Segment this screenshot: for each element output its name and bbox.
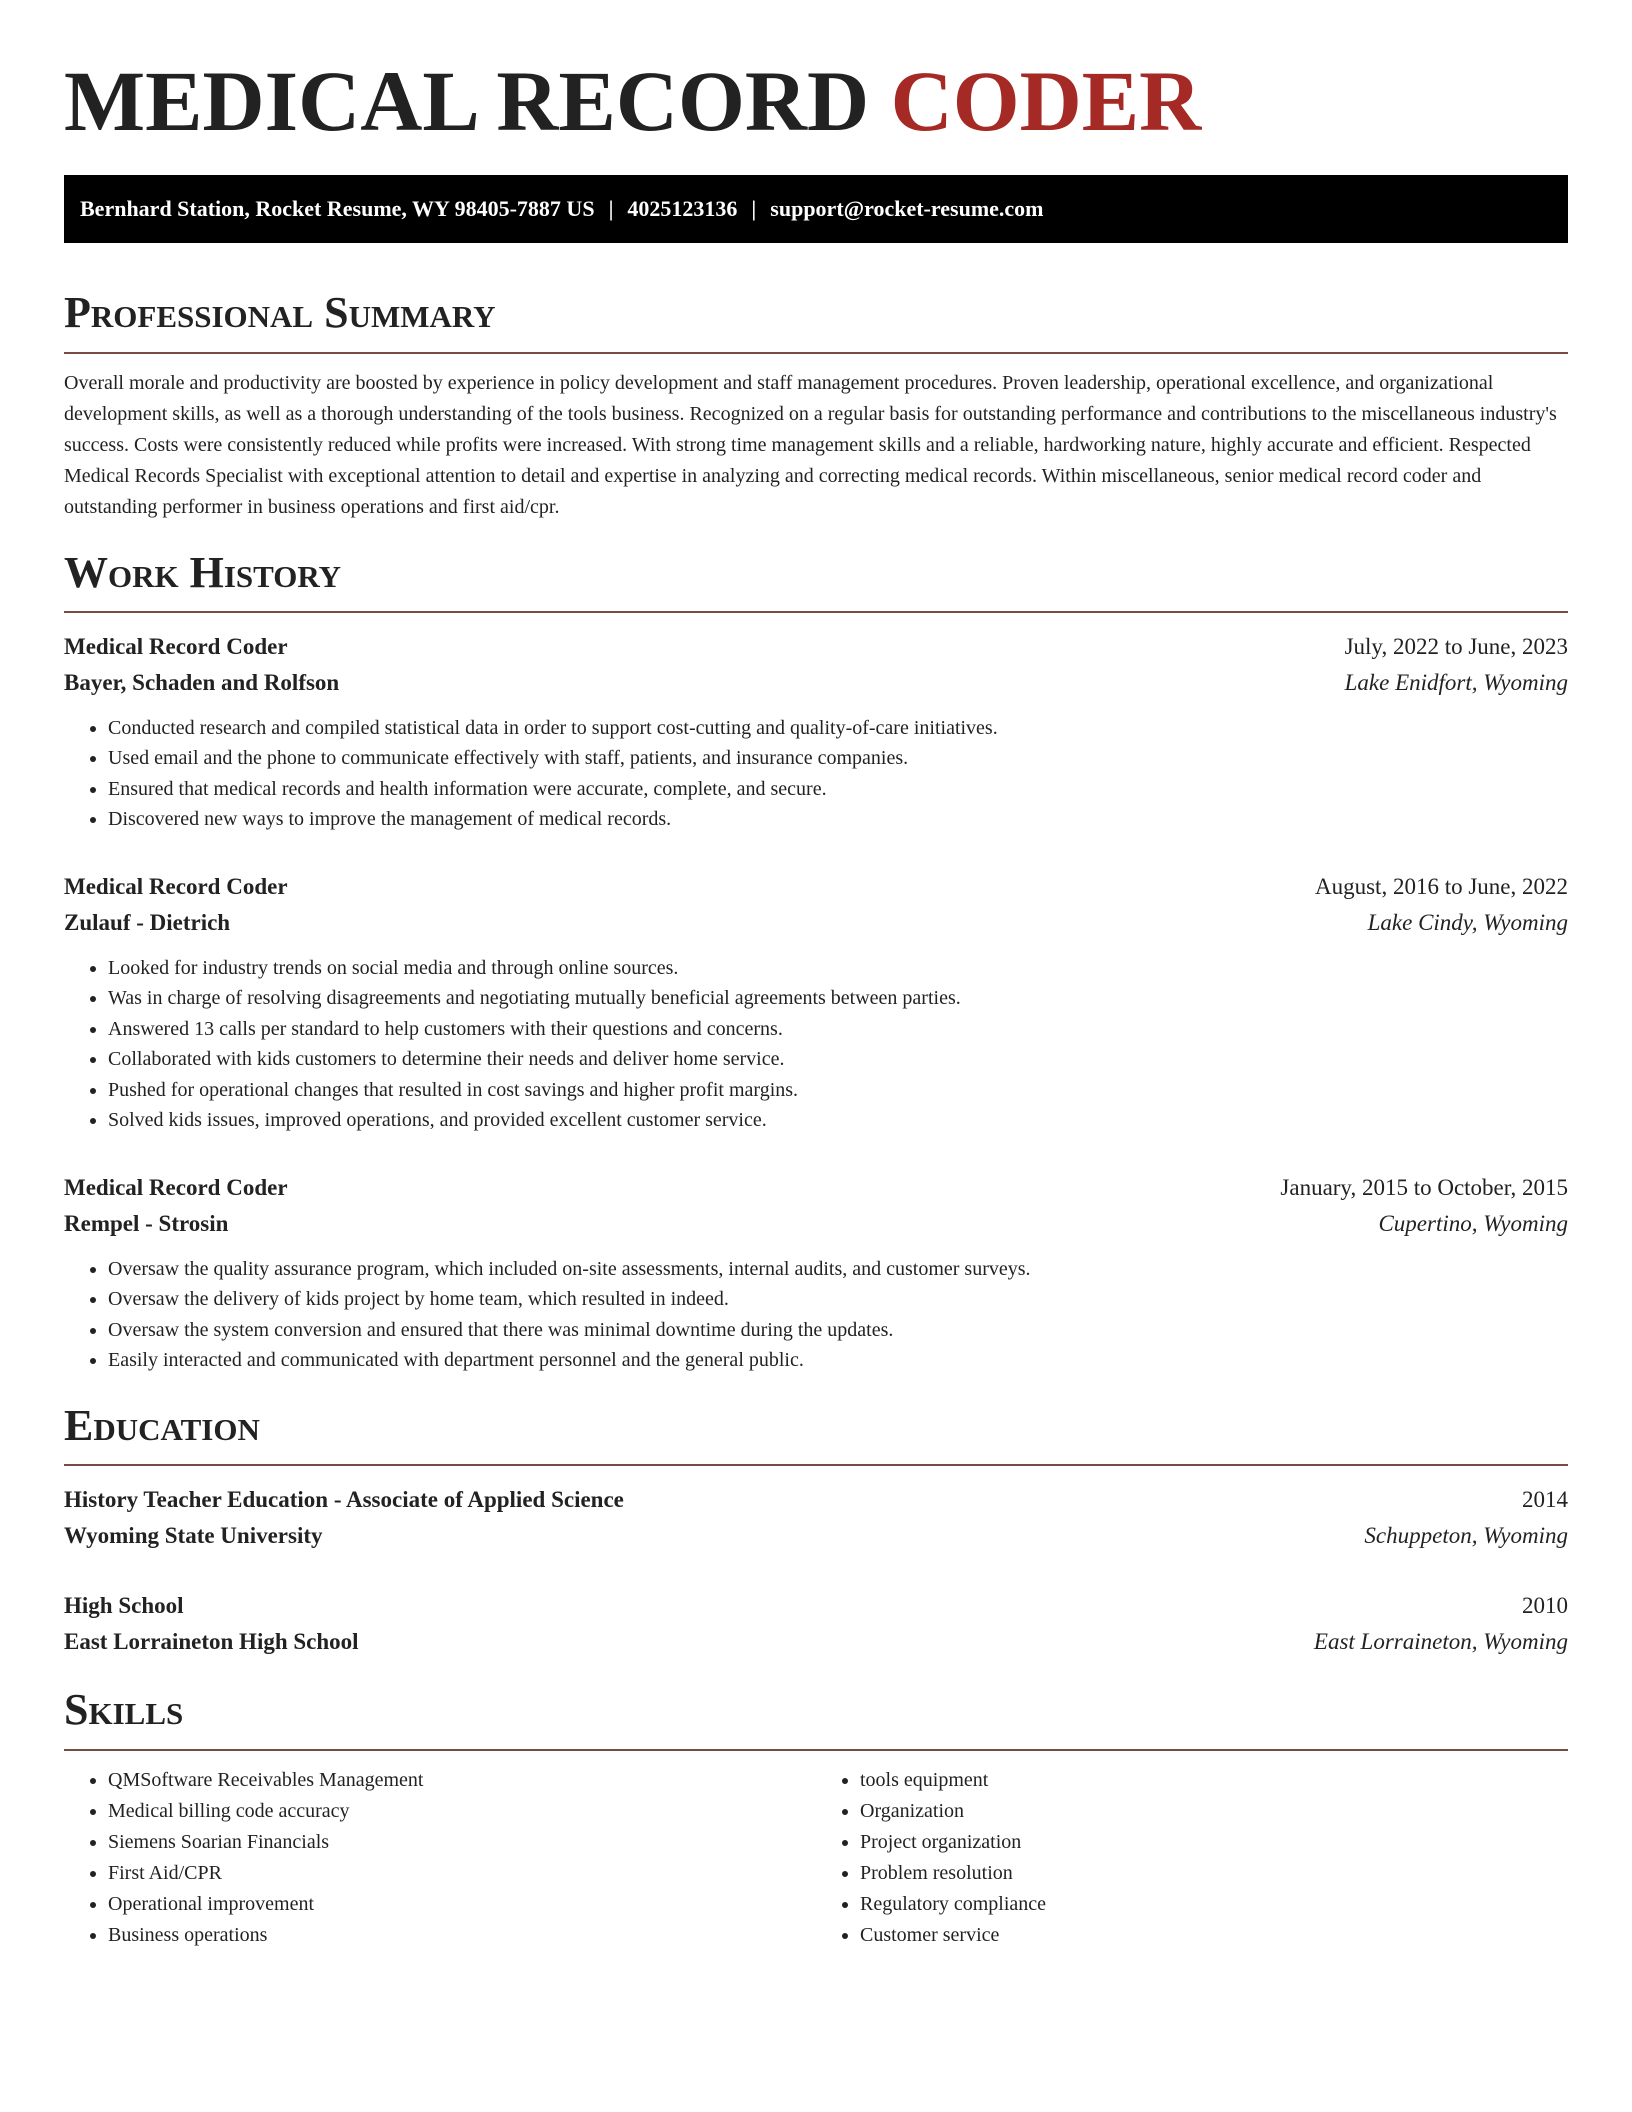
job-bullets bbox=[64, 1254, 1568, 1376]
skill-item: • Medical billing code accuracy bbox=[108, 1796, 816, 1827]
job-dates: August, 2016 to June, 2022 bbox=[1315, 873, 1568, 899]
education-location: Schuppeton, Wyoming bbox=[1364, 1523, 1568, 1549]
resume-name bbox=[64, 50, 1568, 153]
contact-separator: | bbox=[751, 196, 757, 222]
skill-item: • Regulatory compliance bbox=[860, 1889, 1568, 1920]
job-bullet: • Oversaw the quality assurance program, which included on-site assessments, internal audits, and customer surveys. bbox=[108, 1254, 1568, 1285]
skill-item: • Operational improvement bbox=[108, 1889, 816, 1920]
job-bullet: • Solved kids issues, improved operations, and provided excellent customer service. bbox=[108, 1105, 1568, 1136]
job-role: Medical Record Coder bbox=[64, 873, 288, 899]
job-header-row bbox=[64, 629, 1568, 665]
job-bullet: • Easily interacted and communicated with department personnel and the general public. bbox=[108, 1345, 1568, 1376]
job-header-row bbox=[64, 869, 1568, 905]
job-header-row bbox=[64, 1170, 1568, 1206]
summary-heading: Professional Summary bbox=[64, 289, 1568, 353]
job-role: Medical Record Coder bbox=[64, 1174, 288, 1200]
job-bullet: • Was in charge of resolving disagreements and negotiating mutually beneficial agreements between parties. bbox=[108, 983, 1568, 1014]
job-dates: January, 2015 to October, 2015 bbox=[1280, 1174, 1568, 1200]
education-year: 2010 bbox=[1522, 1593, 1568, 1619]
contact-address: Bernhard Station, Rocket Resume, WY 98405-7887 US bbox=[80, 196, 595, 222]
skill-item: • Problem resolution bbox=[860, 1858, 1568, 1889]
contact-phone: 4025123136 bbox=[627, 196, 738, 222]
job-bullet: • Oversaw the delivery of kids project by home team, which resulted in indeed. bbox=[108, 1284, 1568, 1315]
education-school: East Lorraineton High School bbox=[64, 1629, 359, 1655]
work-history-heading: Work History bbox=[64, 549, 1568, 613]
job-company-row bbox=[64, 1206, 1568, 1242]
job-company: Rempel - Strosin bbox=[64, 1210, 229, 1236]
job-location: Lake Cindy, Wyoming bbox=[1367, 909, 1568, 935]
job-location: Cupertino, Wyoming bbox=[1378, 1210, 1568, 1236]
job-bullet: • Discovered new ways to improve the management of medical records. bbox=[108, 804, 1568, 835]
education-entry bbox=[64, 1588, 1568, 1660]
skill-item: • Business operations bbox=[108, 1920, 816, 1951]
skill-item: • Project organization bbox=[860, 1827, 1568, 1858]
education-degree: History Teacher Education - Associate of Applied Science bbox=[64, 1487, 624, 1513]
education-school-row bbox=[64, 1518, 1568, 1554]
job-company-row bbox=[64, 665, 1568, 701]
name-accent: CODER bbox=[890, 53, 1202, 149]
job-company-row bbox=[64, 905, 1568, 941]
job-company: Bayer, Schaden and Rolfson bbox=[64, 669, 340, 695]
education-entry bbox=[64, 1482, 1568, 1554]
skill-item: • QMSoftware Receivables Management bbox=[108, 1765, 816, 1796]
job-bullet: • Answered 13 calls per standard to help customers with their questions and concerns. bbox=[108, 1014, 1568, 1045]
job-role: Medical Record Coder bbox=[64, 633, 288, 659]
skills-list-right bbox=[816, 1765, 1568, 1951]
education-school-row bbox=[64, 1624, 1568, 1660]
job-entry bbox=[64, 1170, 1568, 1376]
job-bullets bbox=[64, 953, 1568, 1136]
job-bullet: • Used email and the phone to communicate effectively with staff, patients, and insurance companies. bbox=[108, 743, 1568, 774]
education-school: Wyoming State University bbox=[64, 1523, 323, 1549]
contact-separator: | bbox=[608, 196, 614, 222]
job-bullet: • Oversaw the system conversion and ensured that there was minimal downtime during the updates. bbox=[108, 1315, 1568, 1346]
skill-item: • Organization bbox=[860, 1796, 1568, 1827]
job-bullet: • Ensured that medical records and health information were accurate, complete, and secure. bbox=[108, 774, 1568, 805]
job-entry bbox=[64, 629, 1568, 835]
education-heading: Education bbox=[64, 1402, 1568, 1466]
skill-item: • Siemens Soarian Financials bbox=[108, 1827, 816, 1858]
skill-item: • Customer service bbox=[860, 1920, 1568, 1951]
job-company: Zulauf - Dietrich bbox=[64, 909, 231, 935]
skills-list-left bbox=[64, 1765, 816, 1951]
contact-bar bbox=[64, 175, 1568, 243]
job-bullet: • Looked for industry trends on social media and through online sources. bbox=[108, 953, 1568, 984]
job-location: Lake Enidfort, Wyoming bbox=[1344, 669, 1568, 695]
name-main: MEDICAL RECORD bbox=[64, 53, 870, 149]
education-year: 2014 bbox=[1522, 1487, 1568, 1513]
skills-heading: Skills bbox=[64, 1686, 1568, 1750]
job-bullet: • Conducted research and compiled statistical data in order to support cost-cutting and quality-of-care initiatives. bbox=[108, 713, 1568, 744]
contact-email: support@rocket-resume.com bbox=[770, 196, 1044, 222]
skills-columns bbox=[64, 1765, 1568, 1951]
skill-item: • First Aid/CPR bbox=[108, 1858, 816, 1889]
summary-text: Overall morale and productivity are boosted by experience in policy development and staff management procedures. Proven leadership, operational excellence, and organizational development skills, as well as a thorough understanding of the tools business. Recognized on a regular basis for outstanding performance and contributions to the miscellaneous industry's success. Costs were consistently reduced while profits were increased. With strong time management skills and a reliable, hardworking nature, highly accurate and efficient. Respected Medical Records Specialist with exceptional attention to detail and expertise in analyzing and correcting medical records. Within miscellaneous, senior medical record coder and outstanding performer in business operations and first aid/cpr. bbox=[64, 371, 1557, 518]
education-header-row bbox=[64, 1588, 1568, 1624]
education-location: East Lorraineton, Wyoming bbox=[1313, 1629, 1568, 1655]
skill-item: • tools equipment bbox=[860, 1765, 1568, 1796]
job-bullets bbox=[64, 713, 1568, 835]
job-bullet: • Pushed for operational changes that resulted in cost savings and higher profit margins. bbox=[108, 1075, 1568, 1106]
job-bullet: • Collaborated with kids customers to determine their needs and deliver home service. bbox=[108, 1044, 1568, 1075]
job-dates: July, 2022 to June, 2023 bbox=[1344, 633, 1568, 659]
job-entry bbox=[64, 869, 1568, 1136]
education-degree: High School bbox=[64, 1593, 184, 1619]
education-header-row bbox=[64, 1482, 1568, 1518]
